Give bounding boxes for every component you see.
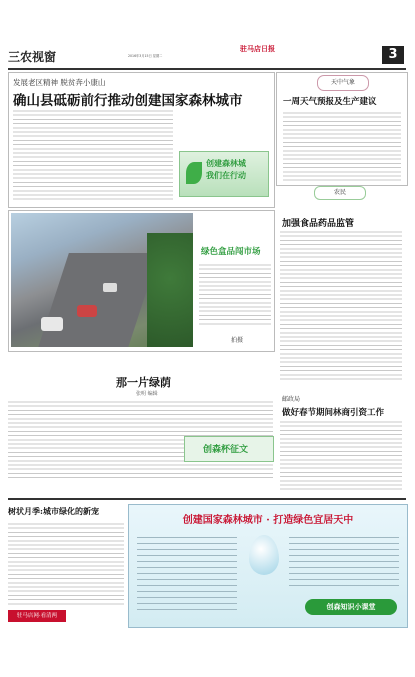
forest-banner [179,151,269,197]
lower-divider [8,498,406,500]
ad-slogan: 创建国家森林城市 · 打造绿色宜居天中 [182,515,354,526]
lower-left-headline: 树状月季:城市绿化的新宠 [8,506,99,516]
masthead: 驻马店日报 [240,44,275,53]
photo-caption-tag: 拍摄 [231,337,244,344]
photo-title: 绿色盒品闯市场 [201,247,261,257]
banner-line-2: 我们在行动 [206,170,246,180]
top-story-headline: 确山县砥砺前行推动创建国家森林城市 [13,93,243,109]
essay-badge [184,436,274,462]
page-number: 3 [382,46,404,64]
photo-story [8,210,275,352]
car-2 [77,305,97,317]
forest-ad [128,504,408,628]
top-story [8,72,275,208]
ad-text-right [289,535,399,591]
weather-box [276,72,408,186]
trees-right [147,233,193,347]
essay-byline: 张明 编辑 [136,391,158,397]
essay-headline: 那一片绿荫 [116,376,171,389]
page-header [8,42,406,68]
header-rule [8,68,406,70]
side-body-1 [280,230,402,380]
ad-logo: 创森知识小课堂 [305,599,397,615]
section-name: 三农视窗 [8,50,57,64]
weather-headline: 一周天气预报及生产建议 [283,97,377,107]
lower-left-footer: 驻马店网·看清两 [8,610,66,622]
side-body-2 [280,420,402,492]
essay-badge-text: 创森杯征文 [203,445,249,455]
road [33,253,159,347]
side-headline-2: 做好春节期间林商引资工作 [282,408,385,418]
side-label: 农民 [314,186,366,200]
essay [8,356,273,496]
ad-water-drop-icon [249,535,279,575]
side-column [276,186,406,498]
lower-left-story [8,504,124,626]
weather-label: 天中气象 [317,75,369,91]
banner-leaf-icon [186,162,202,184]
ad-text-left [137,535,237,615]
banner-line-1: 创建森林城 [206,158,246,168]
top-story-kicker: 发展老区精神 脱贫奔小康山 [13,78,106,87]
header-meta: 2016年3月15日 星期二 [128,54,163,58]
street-photo [11,213,193,347]
photo-caption [199,263,271,327]
top-story-body [13,109,173,203]
car-1 [41,317,63,331]
side-byline: 邮政局 [282,396,301,403]
car-3 [103,283,117,292]
side-headline-1: 加强食品药品监管 [282,219,355,229]
lower-left-body [8,522,124,606]
weather-body [283,111,401,181]
